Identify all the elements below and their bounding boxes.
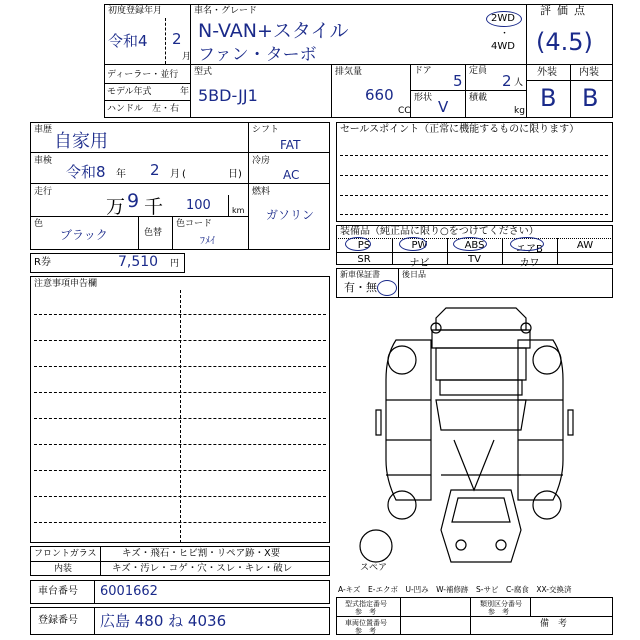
dealer-label: ディーラー・並行 [107,70,179,80]
equip-tv: TV [468,254,481,265]
shift-value: FAT [280,138,301,152]
equip-leather: カワ [519,258,540,269]
inspection-label: 車検 [34,156,53,166]
model-label: 型式 [194,67,213,77]
capacity-value: 2 [502,72,512,90]
first-reg-era: 令和4 [108,32,148,50]
ref-1: 参 考 [355,608,376,616]
shape-label: 形状 [414,93,433,103]
ref-2: 参 考 [488,608,509,616]
warranty-none-circle [377,280,397,296]
score-label: 評価点 [540,4,591,17]
ac-label: 冷房 [252,156,271,166]
history-value: 自家用 [54,131,108,152]
warranty-value: 有・無 [344,281,377,294]
inspection-year-unit: 年 [116,169,126,180]
notes-label: 注意事項申告欄 [34,279,98,289]
displacement-value: 660 [365,86,394,104]
color-code-label: 色コード [176,219,213,229]
fuel-value: ガソリン [266,208,315,222]
doors-value: 5 [453,72,463,90]
mileage-100: 100 [186,198,211,213]
handle-label: ハンドル 左・右 [107,104,180,114]
retrofit-label: 後日品 [402,270,426,279]
car-name: N-VAN+スタイル [198,20,349,42]
capacity-label: 定員 [469,66,488,76]
first-reg-label: 初度登録年月 [108,6,163,16]
windshield-desc: キズ・飛石・ヒビ割・リペア跡・X要 [122,548,281,559]
first-reg-month: 2 [172,30,182,48]
person-unit: 人 [514,78,524,88]
shape-value: V [438,98,449,116]
model-code: 5BD-JJ1 [198,86,258,105]
mileage-man: 万 [106,196,126,218]
mileage-sen: 千 [144,196,164,218]
equipment-label: 装備品（純正品に限り○をつけてください） [340,226,539,237]
model-year-label: モデル年式 [107,87,152,97]
recycle-label: R券 [34,257,51,268]
interior-desc: キズ・汚レ・コゲ・穴・スレ・キレ・破レ [112,563,293,574]
ac-value: AC [283,168,300,182]
equip-abs: ABS [464,240,485,251]
position-label: 車両位置番号 [345,619,387,627]
km-unit: km [232,206,245,215]
equip-ps-circle [345,237,371,251]
equip-airbag-circle [510,237,544,251]
color-value: ブラック [60,228,108,242]
carname-label: 車名・グレード [194,6,258,16]
drive-dot: ・ [500,29,510,39]
vehicle-damage-diagram [336,300,613,585]
equip-aw: AW [576,240,594,251]
windshield-label: フロントガラス [34,549,97,559]
spare-label: スペア [360,563,388,573]
equip-sr: SR [357,254,371,265]
inspection-month: 2 [150,161,160,179]
month-unit: 月 [182,52,192,62]
equip-pw-circle [399,237,427,251]
model-sign-label: 型式指定番号 [345,600,387,608]
damage-legend: A-キズ E-エクボ U-凹み W-補修跡 S-サビ C-腐食 XX-交換済 [338,585,572,594]
color-label: 色 [34,219,44,229]
history-label: 車歴 [34,125,53,135]
chassis-number: 6001662 [100,584,158,599]
equip-airbag: エアB [516,244,543,255]
warranty-label: 新車保証書 [340,270,380,279]
inspection-day-unit: 日) [228,169,242,180]
inspection-open-paren: ( [182,169,186,180]
recycle-amount: 7,510 [118,254,159,270]
exterior-label: 外装 [537,67,557,78]
chassis-label: 車台番号 [38,586,78,597]
kg-unit: kg [514,106,525,116]
interior-label: 内装 [579,67,599,78]
equip-pw: PW [411,240,428,251]
yen-unit: 円 [170,259,180,269]
color-code: ﾌﾒｲ [200,236,215,247]
sales-label: セールスポイント（正常に機能するものに限ります） [340,124,580,135]
equip-ps: PS [357,240,371,251]
door-label: ドア [414,66,432,76]
cc-unit: CC [398,106,411,116]
interior-grade: B [582,84,599,112]
sales-box [336,122,613,222]
note-label: 備 考 [540,619,568,629]
class-label: 類別区分番号 [480,600,522,608]
drive-2wd: 2WD [491,13,515,24]
year-unit: 年 [180,87,190,97]
mileage-9: 9 [127,190,140,212]
ref-3: 参 考 [355,627,376,635]
recycle-box [30,253,185,273]
registration-label: 登録番号 [38,615,78,626]
exterior-grade: B [540,84,557,112]
equip-abs-circle [453,237,487,251]
equip-navi: ナビ [409,258,430,269]
shift-label: シフト [252,125,280,135]
inspection-month-unit: 月 [170,169,180,180]
color-change-label: 色替 [144,228,163,238]
grade: ファン・ターボ [198,45,317,65]
interior-row-label: 内装 [54,564,73,574]
registration-number: 広島 480 ね 4036 [100,612,227,630]
fuel-label: 燃料 [252,187,271,197]
mileage-label: 走行 [34,187,53,197]
load-label: 積載 [469,93,488,103]
inspection-era: 令和8 [66,163,106,181]
displacement-label: 排気量 [335,67,363,77]
score-value: (4.5) [536,28,593,56]
drive-4wd: 4WD [491,41,515,52]
